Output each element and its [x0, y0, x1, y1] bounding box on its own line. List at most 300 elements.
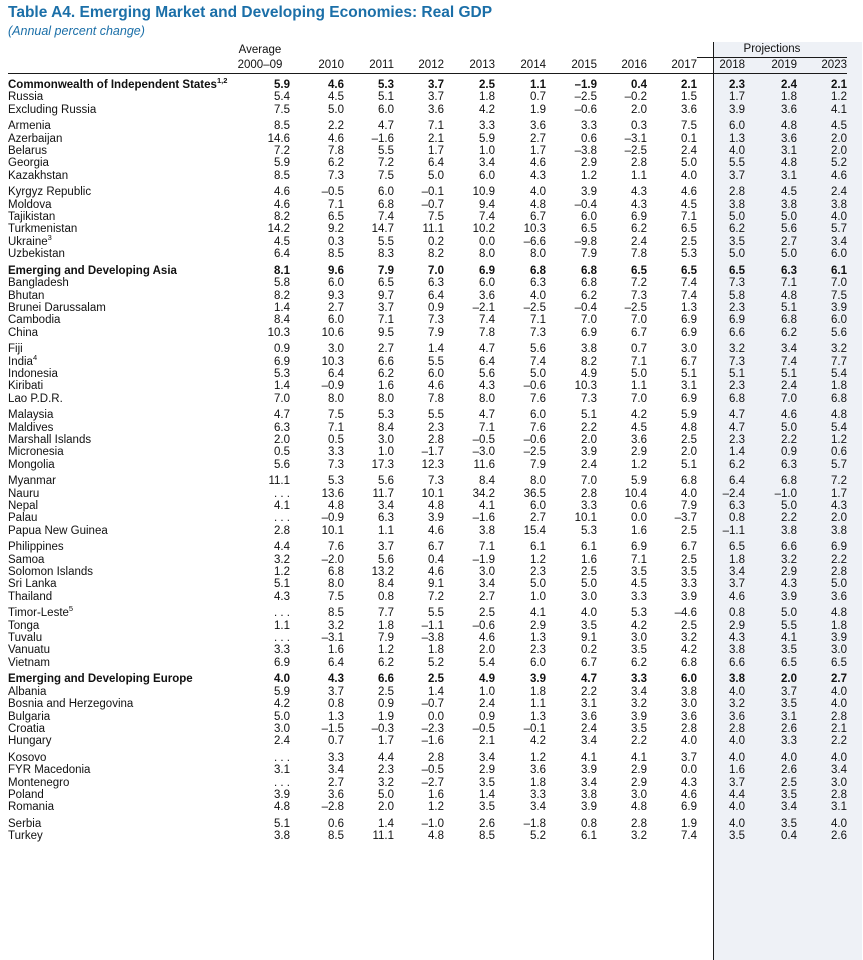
country-name: Micronesia — [8, 446, 64, 459]
value-cell: 5.9 — [681, 409, 697, 422]
table-row — [8, 314, 847, 326]
table-row — [8, 500, 847, 512]
value-cell: 10.3 — [574, 380, 597, 393]
year-header: 2019 — [745, 58, 797, 74]
value-cell: 3.0 — [631, 788, 647, 801]
value-cell: 4.0 — [831, 685, 847, 698]
country-name: Moldova — [8, 198, 52, 211]
row-label — [8, 735, 230, 747]
value-cell: 2.4 — [479, 698, 495, 711]
value-cell: 36.5 — [523, 487, 546, 500]
value-cell: 7.4 — [378, 211, 394, 224]
value-cell: 6.3 — [428, 277, 444, 290]
value-cell: 11.7 — [372, 487, 394, 500]
table-row — [8, 104, 847, 116]
row-label — [8, 748, 230, 764]
value-cell: 4.6 — [781, 409, 797, 422]
value-cell: 6.9 — [631, 541, 647, 554]
value-cell: 5.2 — [831, 157, 847, 170]
value-cell: 2.8 — [831, 710, 847, 723]
value-cell: 4.4 — [729, 788, 745, 801]
value-cell: 6.2 — [378, 656, 394, 669]
value-cell: 4.9 — [581, 367, 597, 380]
value-cell: 17.3 — [371, 458, 394, 471]
value-cell: 5.4 — [831, 367, 847, 380]
value-cell: 6.2 — [328, 157, 344, 170]
value-cell: 4.7 — [378, 120, 394, 133]
value-cell: 4.1 — [274, 500, 290, 512]
value-cell: 0.8 — [729, 512, 745, 525]
value-cell: 1.8 — [530, 685, 546, 698]
value-cell: 5.6 — [274, 458, 290, 471]
value-cell: 7.9 — [378, 632, 394, 645]
value-cell: 0.4 — [428, 553, 444, 566]
value-cell: 4.7 — [729, 409, 745, 422]
value-cell: –3.1 — [624, 132, 647, 145]
year-header: 2014 — [495, 58, 546, 74]
value-cell: 7.4 — [681, 277, 697, 290]
year-header: 2015 — [546, 58, 597, 74]
value-cell: 1.2 — [530, 553, 546, 566]
table-row — [8, 512, 847, 524]
value-cell: 5.7 — [831, 223, 847, 236]
value-cell: 0.0 — [631, 512, 647, 525]
value-cell: 4.8 — [781, 157, 797, 170]
country-name: Tonga — [8, 619, 40, 632]
value-cell: 5.0 — [530, 367, 546, 380]
value-cell: 2.3 — [378, 764, 394, 777]
value-cell: 3.6 — [781, 132, 797, 145]
value-cell: 5.4 — [274, 91, 290, 104]
value-cell: 7.3 — [729, 277, 745, 290]
table-row — [8, 488, 847, 500]
value-cell: 5.6 — [530, 343, 546, 356]
value-cell: 2.2 — [328, 120, 344, 133]
value-cell: –0.4 — [574, 301, 597, 314]
value-cell: 2.2 — [581, 685, 597, 698]
value-cell: 8.5 — [328, 248, 344, 261]
row-label — [8, 157, 230, 169]
value-cell: 4.6 — [530, 157, 546, 170]
value-cell: 2.0 — [479, 644, 495, 657]
value-cell: 2.7 — [530, 512, 546, 525]
value-cell: 0.8 — [729, 607, 745, 620]
row-label — [8, 603, 230, 619]
value-cell: 3.1 — [781, 169, 797, 182]
value-cell: 6.0 — [328, 314, 344, 327]
value-cell: 7.3 — [581, 392, 597, 405]
value-cell: 8.0 — [530, 475, 546, 488]
table-row — [8, 116, 847, 132]
value-cell: 7.5 — [681, 120, 697, 133]
value-cell: 2.5 — [781, 776, 797, 789]
value-cell: 7.5 — [831, 289, 847, 302]
value-cell: 3.3 — [631, 673, 647, 686]
value-cell: 2.3 — [530, 566, 546, 579]
value-cell: 7.0 — [631, 314, 647, 327]
value-cell: 2.9 — [530, 619, 546, 632]
value-cell: 2.1 — [831, 79, 847, 91]
value-cell: 7.8 — [631, 248, 647, 261]
value-cell: 4.1 — [631, 751, 647, 764]
value-cell: 7.3 — [328, 458, 344, 471]
value-cell: 3.4 — [530, 801, 546, 814]
country-name: Palau — [8, 512, 38, 525]
value-cell: 4.3 — [631, 186, 647, 199]
table-row — [8, 748, 847, 764]
table-row — [8, 339, 847, 355]
value-cell: 2.8 — [631, 817, 647, 830]
value-cell: 3.9 — [781, 590, 797, 603]
value-cell: 0.0 — [479, 235, 495, 248]
value-cell: 7.6 — [530, 421, 546, 434]
value-cell: 2.8 — [729, 722, 745, 735]
row-label — [8, 488, 230, 500]
value-cell: 6.7 — [681, 355, 697, 368]
value-cell: 1.1 — [530, 698, 546, 711]
value-cell: 0.6 — [581, 132, 597, 145]
value-cell: 3.9 — [831, 301, 847, 314]
value-cell: 7.1 — [328, 421, 344, 434]
value-cell: 2.7 — [781, 235, 797, 248]
value-cell: 5.3 — [378, 79, 394, 91]
value-cell: 3.5 — [781, 698, 797, 711]
value-cell: 0.7 — [328, 735, 344, 748]
value-cell: 1.4 — [274, 301, 290, 314]
value-cell: 4.8 — [428, 500, 444, 512]
table-subtitle: (Annual percent change) — [8, 24, 145, 38]
value-cell: 11.1 — [372, 830, 394, 843]
value-cell: 3.4 — [631, 685, 647, 698]
value-cell: 3.0 — [274, 722, 290, 735]
row-label — [8, 74, 230, 92]
value-cell: 7.8 — [428, 392, 444, 405]
value-cell: –2.5 — [523, 301, 546, 314]
year-header: 2018 — [697, 58, 745, 74]
value-cell: 1.3 — [530, 632, 546, 645]
value-cell: 3.2 — [631, 698, 647, 711]
value-cell: 5.1 — [729, 367, 745, 380]
value-cell: 3.9 — [729, 103, 745, 116]
row-label — [8, 91, 230, 103]
value-cell: 3.7 — [729, 776, 745, 789]
value-cell: 4.1 — [831, 103, 847, 116]
value-cell: 5.4 — [479, 656, 495, 669]
value-cell: 4.9 — [479, 673, 495, 686]
value-cell: 14.7 — [371, 223, 394, 236]
value-cell: 4.6 — [274, 186, 290, 199]
country-name: Kiribati — [8, 380, 44, 393]
value-cell: 7.0 — [831, 277, 847, 290]
country-name: Bhutan — [8, 289, 45, 302]
value-cell: –2.5 — [624, 301, 647, 314]
value-cell: 7.1 — [328, 198, 344, 211]
table-row — [8, 801, 847, 813]
value-cell: 6.1 — [581, 830, 597, 843]
value-cell: 5.5 — [428, 607, 444, 620]
value-cell: 7.3 — [428, 475, 444, 488]
value-cell: 7.9 — [581, 248, 597, 261]
value-cell: 3.2 — [729, 698, 745, 711]
value-cell: 5.6 — [378, 475, 394, 488]
country-name: China — [8, 326, 39, 339]
value-cell: 8.2 — [274, 211, 290, 224]
value-cell: –1.7 — [421, 446, 444, 459]
value-cell: 6.2 — [631, 223, 647, 236]
table-row — [8, 434, 847, 446]
value-cell: 0.9 — [428, 301, 444, 314]
value-cell: 2.9 — [581, 157, 597, 170]
value-cell: 1.3 — [681, 301, 697, 314]
value-cell: –2.0 — [321, 553, 344, 566]
value-cell: 6.8 — [328, 566, 344, 579]
value-cell: 7.8 — [479, 326, 495, 339]
value-cell: 4.7 — [729, 421, 745, 434]
value-cell: 3.2 — [328, 619, 344, 632]
value-cell: 4.1 — [530, 607, 546, 620]
value-cell: 2.9 — [479, 764, 495, 777]
value-cell: 4.0 — [729, 751, 745, 764]
table-row — [8, 459, 847, 471]
average-header: Average — [238, 43, 282, 56]
value-cell: 11.1 — [268, 475, 290, 488]
value-cell: 8.2 — [274, 289, 290, 302]
value-cell: 2.7 — [831, 673, 847, 686]
value-cell: 2.5 — [681, 235, 697, 248]
value-cell: 8.4 — [479, 475, 495, 488]
value-cell: 0.7 — [631, 343, 647, 356]
value-cell: 6.6 — [729, 326, 745, 339]
value-cell: 5.1 — [781, 367, 797, 380]
value-cell: 0.6 — [631, 500, 647, 512]
value-cell: 0.4 — [781, 830, 797, 843]
value-cell: 4.0 — [729, 685, 745, 698]
value-cell: 2.7 — [530, 132, 546, 145]
value-cell: 3.5 — [729, 235, 745, 248]
value-cell: 3.6 — [631, 433, 647, 446]
value-cell: 1.7 — [378, 735, 394, 748]
value-cell: 8.0 — [328, 392, 344, 405]
country-name: Fiji — [8, 343, 23, 356]
value-cell: –1.6 — [371, 132, 394, 145]
value-cell: 4.0 — [729, 801, 745, 814]
value-cell: –0.1 — [523, 722, 546, 735]
value-cell: 3.8 — [479, 524, 495, 537]
value-cell: 3.5 — [781, 644, 797, 657]
value-cell: 0.3 — [328, 235, 344, 248]
value-cell: 0.8 — [328, 698, 344, 711]
table-row — [8, 302, 847, 314]
value-cell: 6.0 — [479, 277, 495, 290]
value-cell: 2.5 — [681, 433, 697, 446]
value-cell: 8.0 — [378, 392, 394, 405]
table-row — [8, 223, 847, 235]
country-name: Bulgaria — [8, 710, 51, 723]
country-name: Timor-Leste — [8, 607, 69, 620]
value-cell: 7.3 — [530, 326, 546, 339]
value-cell: 2.3 — [729, 433, 745, 446]
value-cell: 1.3 — [530, 710, 546, 723]
country-name: Belarus — [8, 145, 47, 158]
country-name: Myanmar — [8, 475, 56, 488]
value-cell: 1.7 — [729, 91, 745, 104]
row-label — [8, 261, 230, 277]
value-cell: 0.9 — [378, 698, 394, 711]
value-cell: 3.3 — [479, 120, 495, 133]
value-cell: 4.0 — [831, 211, 847, 224]
value-cell: 5.1 — [581, 409, 597, 422]
table-row — [8, 199, 847, 211]
table-row — [8, 446, 847, 458]
value-cell: 5.6 — [378, 553, 394, 566]
value-cell: 5.5 — [428, 355, 444, 368]
value-cell: 2.8 — [729, 186, 745, 199]
value-cell: 2.4 — [781, 79, 797, 91]
value-cell: 4.2 — [631, 409, 647, 422]
table-row — [8, 620, 847, 632]
row-label — [8, 814, 230, 830]
value-cell: 2.0 — [831, 512, 847, 525]
value-cell: 10.9 — [472, 186, 495, 199]
value-cell: 3.2 — [274, 553, 290, 566]
value-cell: 2.2 — [631, 735, 647, 748]
value-cell: 7.2 — [274, 145, 290, 158]
value-cell: 6.8 — [681, 656, 697, 669]
value-cell: 5.1 — [681, 458, 697, 471]
value-cell: 7.2 — [428, 590, 444, 603]
value-cell: 4.6 — [428, 566, 444, 579]
value-cell: 3.4 — [781, 343, 797, 356]
value-cell: . . . — [274, 632, 290, 645]
value-cell: 0.5 — [274, 446, 290, 459]
value-cell: 5.0 — [781, 607, 797, 620]
value-cell: 5.8 — [729, 289, 745, 302]
country-name: Georgia — [8, 157, 49, 170]
value-cell: 4.0 — [681, 487, 697, 500]
value-cell: –1.8 — [523, 817, 546, 830]
country-name: India — [8, 355, 33, 368]
row-label — [8, 302, 230, 314]
value-cell: 6.8 — [530, 264, 546, 277]
table-row — [8, 554, 847, 566]
table-row — [8, 669, 847, 685]
value-cell: 4.8 — [781, 289, 797, 302]
value-cell: 2.6 — [781, 722, 797, 735]
row-label — [8, 405, 230, 421]
value-cell: 9.5 — [378, 326, 394, 339]
value-cell: –0.6 — [523, 433, 546, 446]
value-cell: 7.2 — [378, 157, 394, 170]
value-cell: 6.5 — [378, 277, 394, 290]
value-cell: 7.3 — [729, 355, 745, 368]
table-row — [8, 170, 847, 182]
value-cell: 6.0 — [378, 186, 394, 199]
value-cell: 3.1 — [274, 764, 290, 777]
country-name: Lao P.D.R. — [8, 392, 63, 405]
value-cell: 5.3 — [681, 248, 697, 261]
value-cell: 13.2 — [371, 566, 394, 579]
value-cell: 0.4 — [631, 79, 647, 91]
value-cell: 3.3 — [631, 590, 647, 603]
value-cell: 2.9 — [631, 764, 647, 777]
value-cell: 5.6 — [479, 367, 495, 380]
value-cell: 1.9 — [530, 103, 546, 116]
value-cell: 3.3 — [581, 500, 597, 512]
row-label — [8, 352, 230, 368]
value-cell: 5.5 — [729, 157, 745, 170]
value-cell: 6.9 — [681, 392, 697, 405]
value-cell: 4.5 — [631, 578, 647, 591]
row-label — [8, 339, 230, 355]
projections-header: Projections — [697, 42, 847, 58]
value-cell: 6.2 — [378, 367, 394, 380]
value-cell: 10.2 — [472, 223, 495, 236]
footnote-marker: 5 — [68, 604, 74, 614]
value-cell: 6.8 — [781, 475, 797, 488]
row-label — [8, 537, 230, 553]
value-cell: 1.2 — [831, 91, 847, 104]
value-cell: 5.5 — [378, 145, 394, 158]
table-row — [8, 578, 847, 590]
value-cell: 0.3 — [631, 120, 647, 133]
value-cell: 5.0 — [530, 578, 546, 591]
value-cell: 4.6 — [681, 186, 697, 199]
row-label — [8, 116, 230, 132]
value-cell: 5.9 — [274, 157, 290, 170]
value-cell: 4.6 — [831, 169, 847, 182]
value-cell: –2.3 — [421, 722, 444, 735]
value-cell: 3.6 — [428, 103, 444, 116]
value-cell: 2.7 — [328, 776, 344, 789]
value-cell: 6.9 — [631, 211, 647, 224]
value-cell: 3.7 — [681, 751, 697, 764]
value-cell: 3.8 — [781, 524, 797, 537]
value-cell: 2.6 — [781, 764, 797, 777]
value-cell: 3.7 — [428, 91, 444, 104]
value-cell: 1.9 — [378, 710, 394, 723]
country-name: Croatia — [8, 722, 46, 735]
value-cell: 2.8 — [428, 751, 444, 764]
value-cell: 4.0 — [681, 169, 697, 182]
value-cell: 6.5 — [831, 656, 847, 669]
value-cell: 10.4 — [624, 487, 647, 500]
value-cell: 4.6 — [681, 788, 697, 801]
country-name: FYR Macedonia — [8, 764, 91, 777]
value-cell: 5.0 — [781, 500, 797, 512]
country-name: Armenia — [8, 120, 51, 133]
value-cell: 11.6 — [473, 458, 495, 471]
row-label — [8, 290, 230, 302]
value-cell: 7.1 — [479, 421, 495, 434]
value-cell: –1.9 — [472, 553, 495, 566]
value-cell: 8.4 — [378, 421, 394, 434]
value-cell: 2.5 — [681, 553, 697, 566]
value-cell: –0.9 — [321, 512, 344, 525]
value-cell: 3.8 — [274, 830, 290, 843]
value-cell: 9.1 — [428, 578, 444, 591]
value-cell: 2.2 — [781, 512, 797, 525]
value-cell: 1.5 — [681, 91, 697, 104]
value-cell: 3.8 — [729, 198, 745, 211]
row-label — [8, 620, 230, 632]
value-cell: 2.9 — [631, 446, 647, 459]
value-cell: –2.4 — [722, 487, 745, 500]
value-cell: 4.8 — [530, 198, 546, 211]
value-cell: 7.0 — [428, 264, 444, 277]
value-cell: 3.6 — [681, 710, 697, 723]
country-name: Papua New Guinea — [8, 524, 108, 537]
value-cell: 6.0 — [328, 277, 344, 290]
